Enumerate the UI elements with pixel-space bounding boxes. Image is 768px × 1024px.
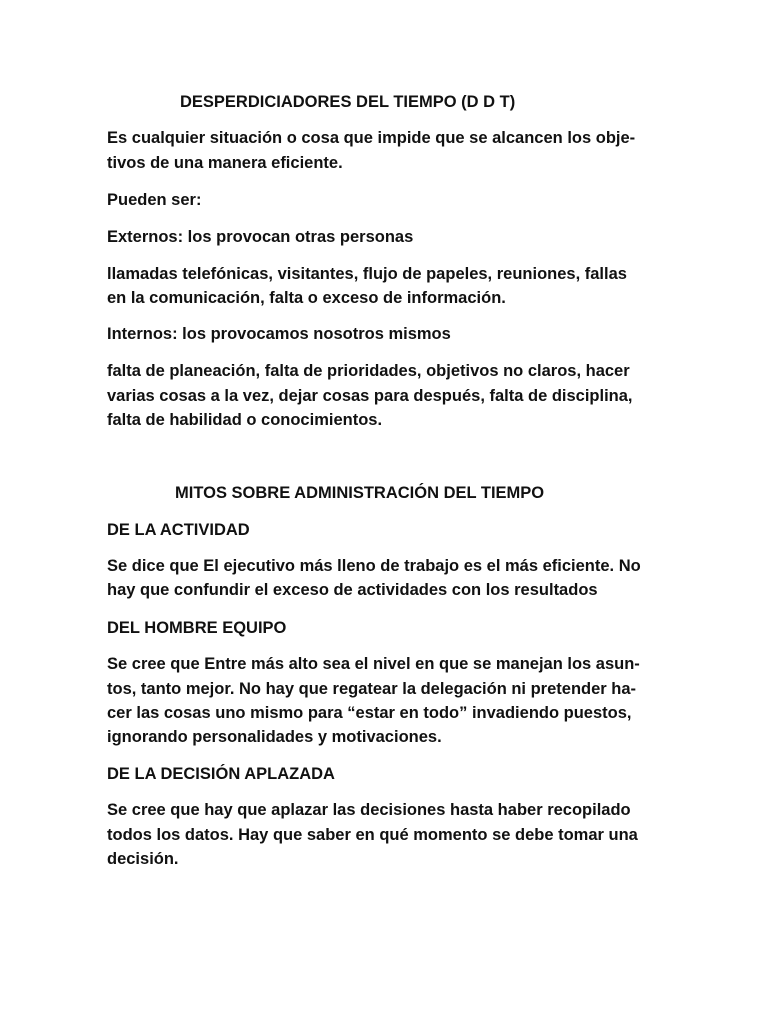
myth-decision-line-1: Se cree que hay que aplazar las decisiones hasta haber recopilado <box>107 801 631 819</box>
section-title-ddt: DESPERDICIADORES DEL TIEMPO (D D T) <box>180 93 516 111</box>
externos-label: Externos: los provocan otras personas <box>107 228 414 246</box>
myth-heading-actividad: DE LA ACTIVIDAD <box>107 521 250 539</box>
myth-hombre-equipo-line-3: cer las cosas uno mismo para “estar en todo” invadiendo puestos, <box>107 704 632 722</box>
myth-heading-hombre-equipo: DEL HOMBRE EQUIPO <box>107 619 287 637</box>
myth-hombre-equipo-line-4: ignorando personalidades y motivaciones. <box>107 728 442 746</box>
internos-items-line-1: falta de planeación, falta de prioridades, objetivos no claros, hacer <box>107 362 630 380</box>
externos-items-line-1: llamadas telefónicas, visitantes, flujo de papeles, reuniones, fallas <box>107 265 627 283</box>
myth-hombre-equipo-line-1: Se cree que Entre más alto sea el nivel en que se manejan los asun- <box>107 655 640 673</box>
definition-line-2: tivos de una manera eficiente. <box>107 154 343 172</box>
externos-items-line-2: en la comunicación, falta o exceso de información. <box>107 289 506 307</box>
section-title-mitos: MITOS SOBRE ADMINISTRACIÓN DEL TIEMPO <box>175 484 545 502</box>
definition-line-1: Es cualquier situación o cosa que impide que se alcancen los obje- <box>107 129 636 147</box>
myth-hombre-equipo-line-2: tos, tanto mejor. No hay que regatear la delegación ni pretender ha- <box>107 680 637 698</box>
myth-heading-decision-aplazada: DE LA DECISIÓN APLAZADA <box>107 765 335 783</box>
internos-items-line-2: varias cosas a la vez, dejar cosas para después, falta de disciplina, <box>107 387 633 405</box>
internos-items-line-3: falta de habilidad o conocimientos. <box>107 411 383 429</box>
myth-decision-line-3: decisión. <box>107 850 179 868</box>
internos-label: Internos: los provocamos nosotros mismos <box>107 325 451 343</box>
myth-actividad-line-2: hay que confundir el exceso de actividades con los resultados <box>107 581 598 599</box>
pueden-ser-label: Pueden ser: <box>107 191 202 209</box>
myth-actividad-line-1: Se dice que El ejecutivo más lleno de trabajo es el más eficiente. No <box>107 557 641 575</box>
myth-decision-line-2: todos los datos. Hay que saber en qué momento se debe tomar una <box>107 826 638 844</box>
